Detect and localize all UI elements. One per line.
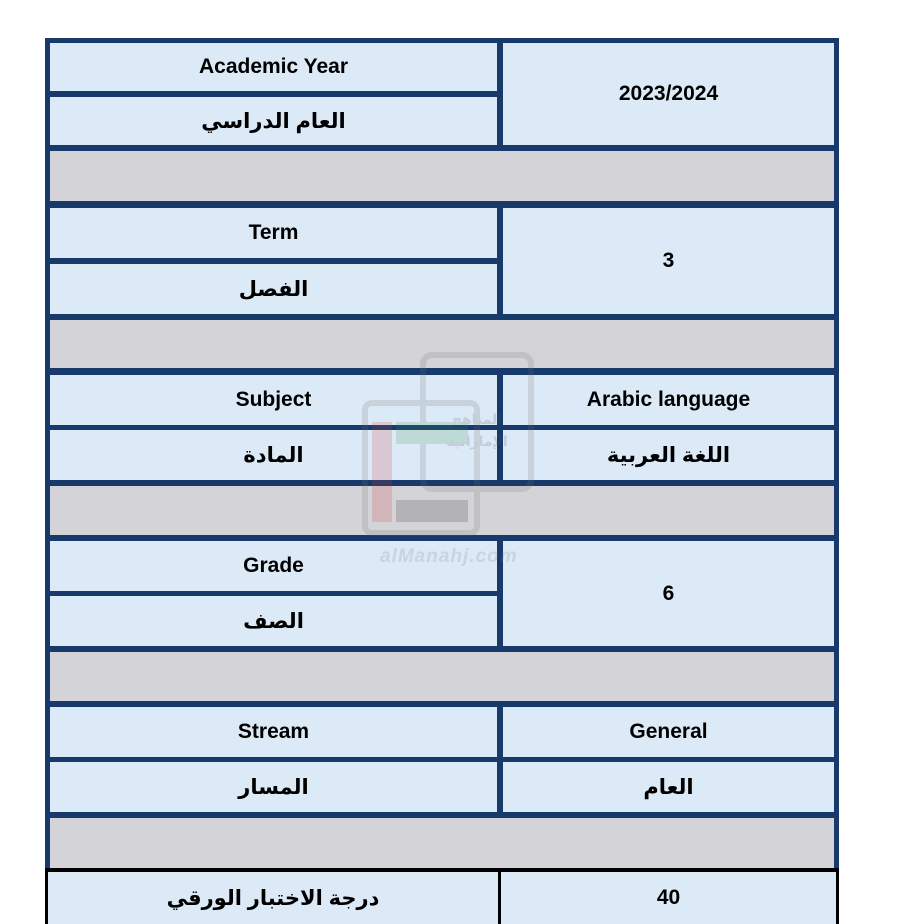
- info-table: [45, 38, 839, 924]
- grade-value: 6: [503, 541, 834, 646]
- term-label-en: Term: [50, 208, 497, 258]
- separator-row: [50, 818, 834, 868]
- stream-label-ar: المسار: [50, 762, 497, 812]
- subject-value-ar: اللغة العربية: [503, 430, 834, 480]
- separator-row: [50, 486, 834, 535]
- separator-row: [50, 151, 834, 201]
- paper-exam-value: 40: [501, 872, 836, 924]
- academic-year-label-ar: العام الدراسي: [50, 97, 497, 145]
- separator-row: [50, 320, 834, 368]
- academic-year-value: 2023/2024: [503, 43, 834, 145]
- stream-label-en: Stream: [50, 707, 497, 757]
- stream-value-ar: العام: [503, 762, 834, 812]
- subject-label-ar: المادة: [50, 430, 497, 480]
- subject-value-en: Arabic language: [503, 375, 834, 425]
- term-label-ar: الفصل: [50, 264, 497, 314]
- term-value: 3: [503, 208, 834, 314]
- separator-row: [50, 652, 834, 701]
- subject-label-en: Subject: [50, 375, 497, 425]
- grade-label-ar: الصف: [50, 596, 497, 646]
- paper-exam-label-ar: درجة الاختبار الورقي: [48, 872, 498, 924]
- grade-label-en: Grade: [50, 541, 497, 591]
- stream-value-en: General: [503, 707, 834, 757]
- academic-year-label-en: Academic Year: [50, 43, 497, 91]
